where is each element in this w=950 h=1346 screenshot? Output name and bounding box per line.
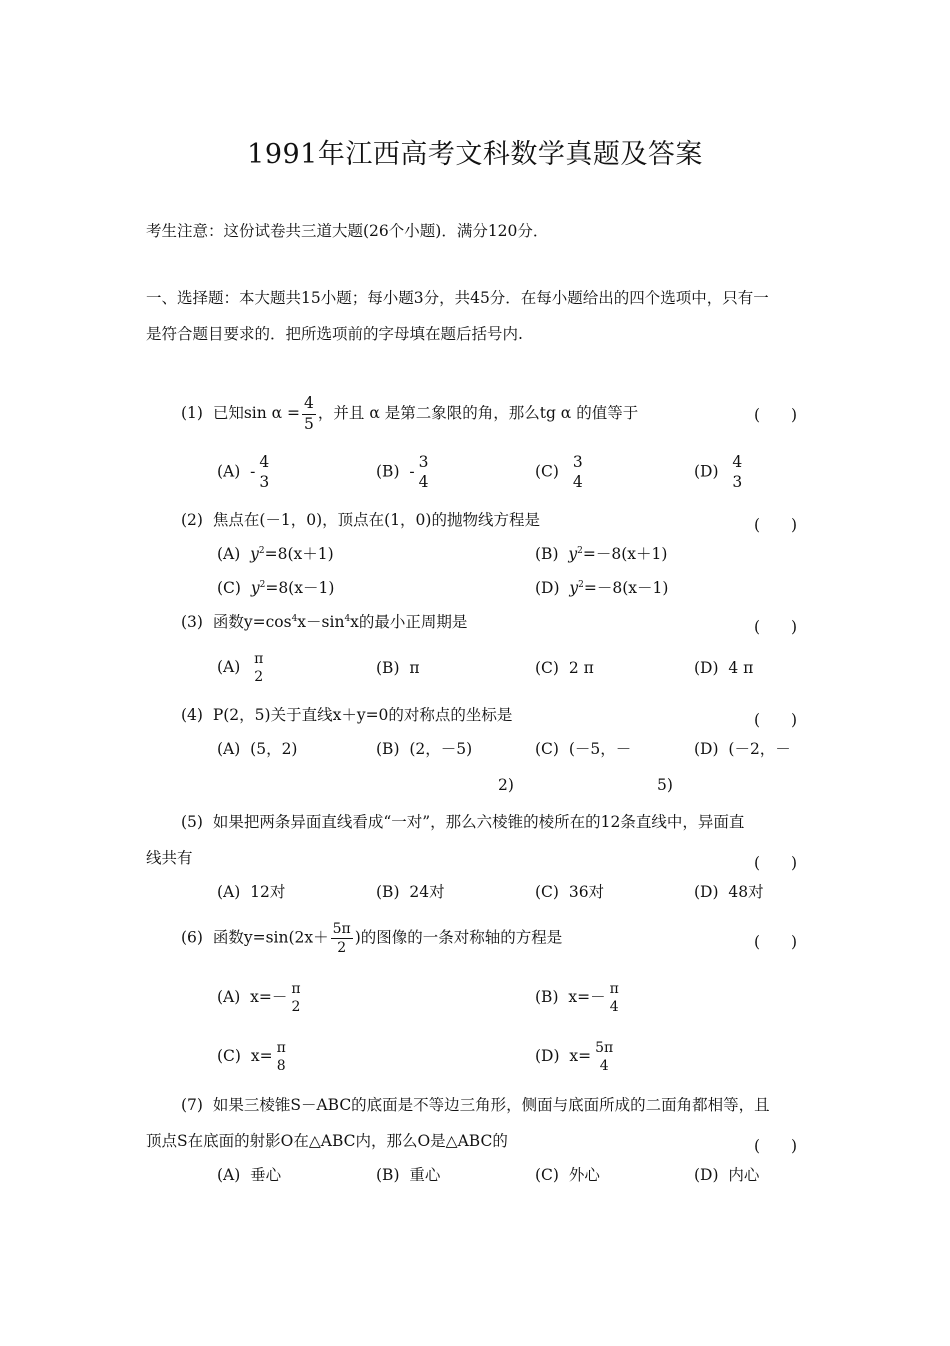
option-text: x=－ [250,988,288,1006]
question-text: )的图像的一条对称轴的方程是 [354,928,563,947]
option-text: (－5，－ [568,740,632,758]
option-label: (A) [217,883,241,901]
option-label: (B) [376,883,400,901]
option-label: (B) [376,659,400,677]
option-label: (C) [217,1047,241,1065]
question-6 [181,922,562,955]
option-text: 垂心 [250,1166,282,1184]
option-label: (D) [535,1047,560,1065]
fraction [417,455,431,490]
option-sign: - [250,462,256,481]
fraction-denominator: 2 [291,999,301,1015]
question-text: 函数 [212,613,244,631]
option-text: π [409,659,420,677]
option-label: (B) [376,462,400,481]
page-title: 1991年江西高考文科数学真题及答案 [247,139,703,170]
option-d [694,1168,759,1184]
option-text: x= [250,1047,273,1065]
option-label: (C) [535,659,559,677]
fraction-denominator: 4 [418,472,429,491]
option-text: x=－ [568,988,606,1006]
option-label: (D) [694,462,719,481]
option-text: x= [569,1047,592,1065]
option-d [694,661,753,677]
option-b [376,661,420,677]
option-c [535,1168,600,1184]
fraction [302,396,316,432]
question-number: (2) [181,511,203,529]
option-b [535,982,623,1014]
answer-bracket: ( ) [754,933,798,951]
fraction-denominator: 5 [304,414,314,433]
option-label: (C) [217,579,241,597]
option-text: 2 π [568,659,594,677]
option-c [535,661,594,677]
question-number: (6) [181,928,203,947]
question-text: ，并且 α 是第二象限的角，那么tg α 的值等于 [317,404,639,422]
fraction [252,652,265,684]
question-text: x－sin [297,613,345,631]
option-text: 内心 [728,1166,760,1184]
option-text: 24对 [409,883,445,901]
option-b [376,1168,440,1184]
question-number: (4) [181,706,203,724]
option-label: (B) [376,740,400,758]
question-text: P(2，5)关于直线x＋y=0的对称点的坐标是 [212,706,513,724]
option-a [217,547,334,563]
question-1 [181,396,638,432]
fraction-denominator: 2 [337,940,347,956]
variable-y: y [568,545,578,563]
option-text: 48对 [728,883,764,901]
option-b [376,742,472,758]
option-b [376,455,432,490]
fraction [275,1041,288,1073]
option-label: (D) [694,1166,719,1184]
option-text: 36对 [568,883,605,901]
fraction-numerator: 5π [332,921,351,937]
option-label: (C) [535,740,559,758]
option-label: (A) [217,462,241,481]
option-label: (A) [217,658,241,676]
option-d [535,581,668,597]
question-number: (1) [181,404,203,422]
option-text: 12对 [250,883,286,901]
question-5 [181,815,744,831]
fraction [730,455,744,490]
option-a [217,455,273,490]
option-d [694,885,764,901]
variable-y: y [250,545,259,563]
option-text: 4 π [728,659,754,677]
option-d [694,455,746,490]
exponent: 2 [578,580,584,590]
question-text: 焦点在(－1，0)，顶点在(1，0)的抛物线方程是 [212,511,540,529]
option-label: (B) [535,545,559,563]
question-number: (5) [181,813,203,831]
fraction-numerator: π [291,981,301,997]
question-number: (7) [181,1096,203,1114]
option-text: =－8(x－1) [583,579,669,597]
question-text: x的最小正周期是 [350,613,468,631]
fraction [593,1041,615,1073]
option-a [217,652,267,684]
option-label: (A) [217,545,241,563]
exponent: 2 [259,580,266,590]
option-d-continued: 5) [657,776,673,794]
question-7 [181,1098,770,1114]
option-label: (D) [694,659,719,677]
answer-bracket: ( ) [754,854,798,872]
exponent: 2 [577,546,583,556]
fraction [571,455,585,490]
exponent: 2 [258,546,265,556]
answer-bracket: ( ) [754,1137,798,1155]
option-label: (D) [535,579,560,597]
option-label: (C) [535,462,559,481]
answer-bracket: ( ) [754,711,798,729]
question-text: 如果把两条异面直线看成“一对”，那么六棱锥的棱所在的12条直线中，异面直 [212,813,745,831]
option-label: (C) [535,1166,559,1184]
fraction-denominator: 4 [599,1058,609,1074]
option-a [217,1168,281,1184]
option-c-continued: 2) [498,776,514,794]
exam-notice: 考生注意：这份试卷共三道大题(26个小题)．满分120分． [146,222,549,240]
section-1-instructions-line1: 一、选择题：本大题共15小题；每小题3分，共45分．在每小题给出的四个选项中，只有一 [146,289,769,307]
option-a [217,982,305,1014]
fraction [331,922,353,955]
option-c [535,742,631,758]
option-text: =8(x＋1) [264,545,334,563]
option-b [376,885,445,901]
fraction-numerator: π [254,651,264,667]
option-label: (A) [217,1166,241,1184]
fraction-numerator: 4 [732,453,743,471]
fraction [608,982,621,1014]
fraction-numerator: 4 [259,453,270,471]
option-d [535,1041,617,1073]
option-a [217,885,285,901]
option-text: (2，－5) [409,740,473,758]
option-label: (A) [217,988,241,1006]
question-7-continued: 顶点S在底面的射影O在△ABC内，那么O是△ABC的 [146,1132,508,1150]
fraction-denominator: 4 [609,999,619,1015]
question-text: 函数y=sin(2x＋ [212,928,329,947]
option-text: (5，2) [250,740,298,758]
option-d [694,742,791,758]
fraction-numerator: π [609,981,619,997]
option-label: (B) [535,988,559,1006]
fraction-numerator: 3 [572,453,583,471]
fraction-denominator: 2 [254,669,264,685]
variable-y: y [569,579,579,597]
option-label: (A) [217,740,241,758]
answer-bracket: ( ) [754,406,798,424]
option-c [535,885,604,901]
fraction-denominator: 8 [276,1058,286,1074]
option-text: =－8(x＋1) [582,545,668,563]
fraction-denominator: 3 [259,472,270,491]
answer-bracket: ( ) [754,618,798,636]
question-2 [181,513,540,529]
question-4 [181,708,512,724]
option-text: 外心 [568,1166,600,1184]
option-b [535,547,667,563]
fraction [257,455,271,490]
exponent: 4 [291,614,298,624]
fraction-numerator: 4 [302,396,316,415]
option-c [217,1041,290,1073]
option-label: (B) [376,1166,400,1184]
fraction-numerator: 5π [595,1040,614,1056]
option-label: (C) [535,883,559,901]
option-label: (D) [694,740,719,758]
option-text: =8(x－1) [265,579,335,597]
fraction [289,982,302,1014]
option-text: 重心 [409,1166,441,1184]
question-3 [181,615,467,631]
fraction-denominator: 3 [732,472,743,491]
fraction-numerator: π [276,1040,286,1056]
option-c [217,581,334,597]
exponent: 4 [344,614,351,624]
question-5-continued: 线共有 [146,849,193,867]
fraction-numerator: 3 [418,453,429,471]
option-label: (D) [694,883,719,901]
question-text: 如果三棱锥S－ABC的底面是不等边三角形，侧面与底面所成的二面角都相等，且 [212,1096,770,1114]
option-text: (－2，－ [728,740,791,758]
fraction-denominator: 4 [572,472,583,491]
option-sign: - [409,462,415,481]
option-c [535,455,587,490]
section-1-instructions-line2: 是符合题目要求的．把所选项前的字母填在题后括号内. [146,325,523,343]
question-number: (3) [181,613,203,631]
question-text: y=cos [243,613,292,631]
question-text: 已知sin α = [212,404,301,422]
answer-bracket: ( ) [754,516,798,534]
option-a [217,742,297,758]
variable-y: y [250,579,260,597]
